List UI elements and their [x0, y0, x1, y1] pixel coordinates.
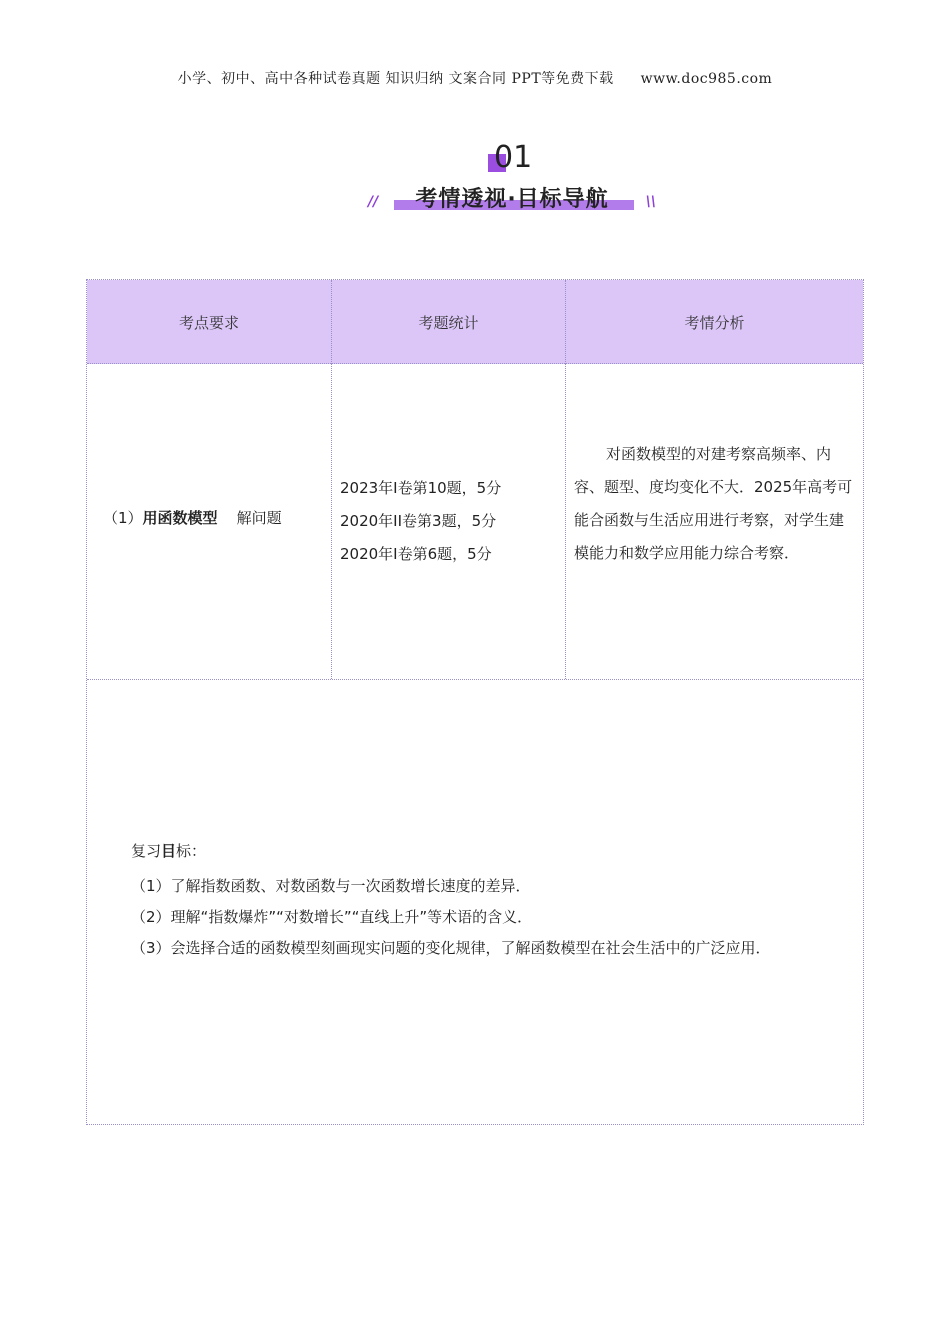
section-number-badge	[484, 140, 544, 180]
deco-slash-left: //	[368, 194, 379, 210]
requirement-cell	[87, 364, 331, 679]
table-header-row	[87, 280, 863, 364]
statistics-cell	[331, 364, 565, 679]
page-header	[0, 68, 950, 88]
analysis-cell	[565, 364, 863, 679]
stat-item: 2023年I卷第10题，5分	[340, 479, 502, 497]
goal-item: （3）会选择合适的函数模型刻画现实问题的变化规律，了解函数模型在社会生活中的广泛应用．	[131, 939, 771, 957]
exam-analysis-table	[86, 279, 864, 1125]
deco-slash-right: \\	[645, 194, 656, 210]
section-title-banner	[366, 180, 658, 216]
goals-title	[131, 840, 851, 861]
section-number: 01	[494, 140, 533, 175]
requirement-suffix: 解问题	[236, 509, 282, 527]
header-requirement: 考点要求	[178, 313, 239, 332]
goal-item: （1）了解指数函数、对数函数与一次函数增长速度的差异．	[131, 877, 531, 895]
review-goals	[131, 840, 851, 964]
table-row	[87, 364, 863, 680]
goals-title-suffix: 标：	[176, 842, 207, 860]
requirement-text	[103, 507, 282, 528]
header-site-link[interactable]: www.doc985.com	[640, 71, 773, 87]
requirement-bold: 用函数模型	[142, 509, 218, 527]
requirement-prefix: （1）	[103, 509, 143, 527]
section-title: 考情透视·目标导航	[415, 187, 609, 212]
header-statistics: 考题统计	[331, 280, 565, 364]
stat-item: 2020年II卷第3题，5分	[340, 512, 497, 530]
goals-title-bold: 目	[161, 842, 177, 860]
goal-item: （2）理解“指数爆炸”“对数增长”“直线上升”等术语的含义．	[131, 908, 533, 926]
header-text: 小学、初中、高中各种试卷真题 知识归纳 文案合同 PPT等免费下载	[177, 71, 614, 87]
statistics-list	[340, 472, 501, 571]
stat-item: 2020年I卷第6题，5分	[340, 545, 492, 563]
goals-title-prefix: 复习	[131, 842, 162, 860]
header-analysis: 考情分析	[565, 280, 863, 364]
analysis-text: 对函数模型的对建考察高频率、内容、题型、度均变化不大．2025年高考可能合函数与生活应用进行考察，对学生建模能力和数学应用能力综合考察．	[574, 445, 853, 562]
